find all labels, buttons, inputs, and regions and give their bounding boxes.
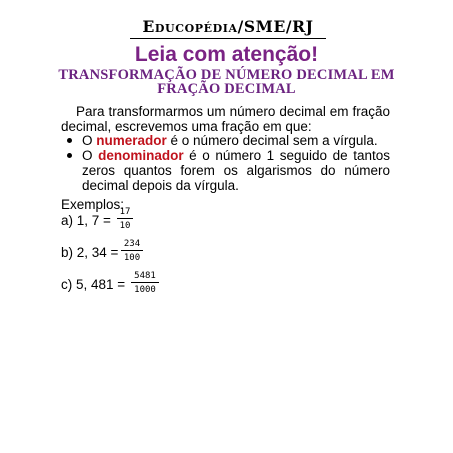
denominator-term: denominador xyxy=(98,148,184,163)
fraction-bar xyxy=(131,282,159,283)
example-label: b) 2, 34 = xyxy=(61,245,119,260)
bullet-icon xyxy=(67,153,72,158)
fraction-numerator: 234 xyxy=(123,239,141,249)
fraction-numerator: 5481 xyxy=(134,271,156,281)
intro-paragraph: Para transformarmos um número decimal em fração decimal, escrevemos uma fração em que: xyxy=(61,104,390,134)
rule-suffix: é o número decimal sem a vírgula. xyxy=(166,133,378,148)
fraction xyxy=(131,271,159,295)
fraction-denominator: 1000 xyxy=(134,285,156,295)
bullet-icon xyxy=(67,138,72,143)
rule-numerator xyxy=(65,133,390,148)
fraction-denominator: 100 xyxy=(123,253,141,263)
page-header-title: Educopédia/SME/RJ xyxy=(142,17,314,36)
rule-prefix: O xyxy=(82,148,99,163)
section-title: TRANSFORMAÇÃO DE NÚMERO DECIMAL EM FRAÇÃO DECIMAL xyxy=(58,67,395,97)
example-label: c) 5, 481 = xyxy=(61,277,126,292)
fraction xyxy=(121,239,143,263)
example-label: a) 1, 7 = xyxy=(61,213,111,228)
rule-denominator xyxy=(65,148,390,193)
rule-suffix: é o número 1 seguido de tantos zeros quantos forem os algarismos do número decimal depois da vírgula. xyxy=(82,148,390,193)
examples-title: Exemplos: xyxy=(61,197,125,212)
read-carefully-heading: Leia com atenção! xyxy=(134,43,319,66)
numerator-term: numerador xyxy=(96,133,167,148)
rules-list xyxy=(65,133,390,193)
fraction-bar xyxy=(121,250,143,251)
header-underline xyxy=(130,38,326,39)
fraction-denominator: 10 xyxy=(119,221,131,231)
rule-prefix: O xyxy=(82,133,97,148)
fraction xyxy=(117,207,133,231)
fraction-numerator: 17 xyxy=(119,207,131,217)
fraction-bar xyxy=(117,218,133,219)
